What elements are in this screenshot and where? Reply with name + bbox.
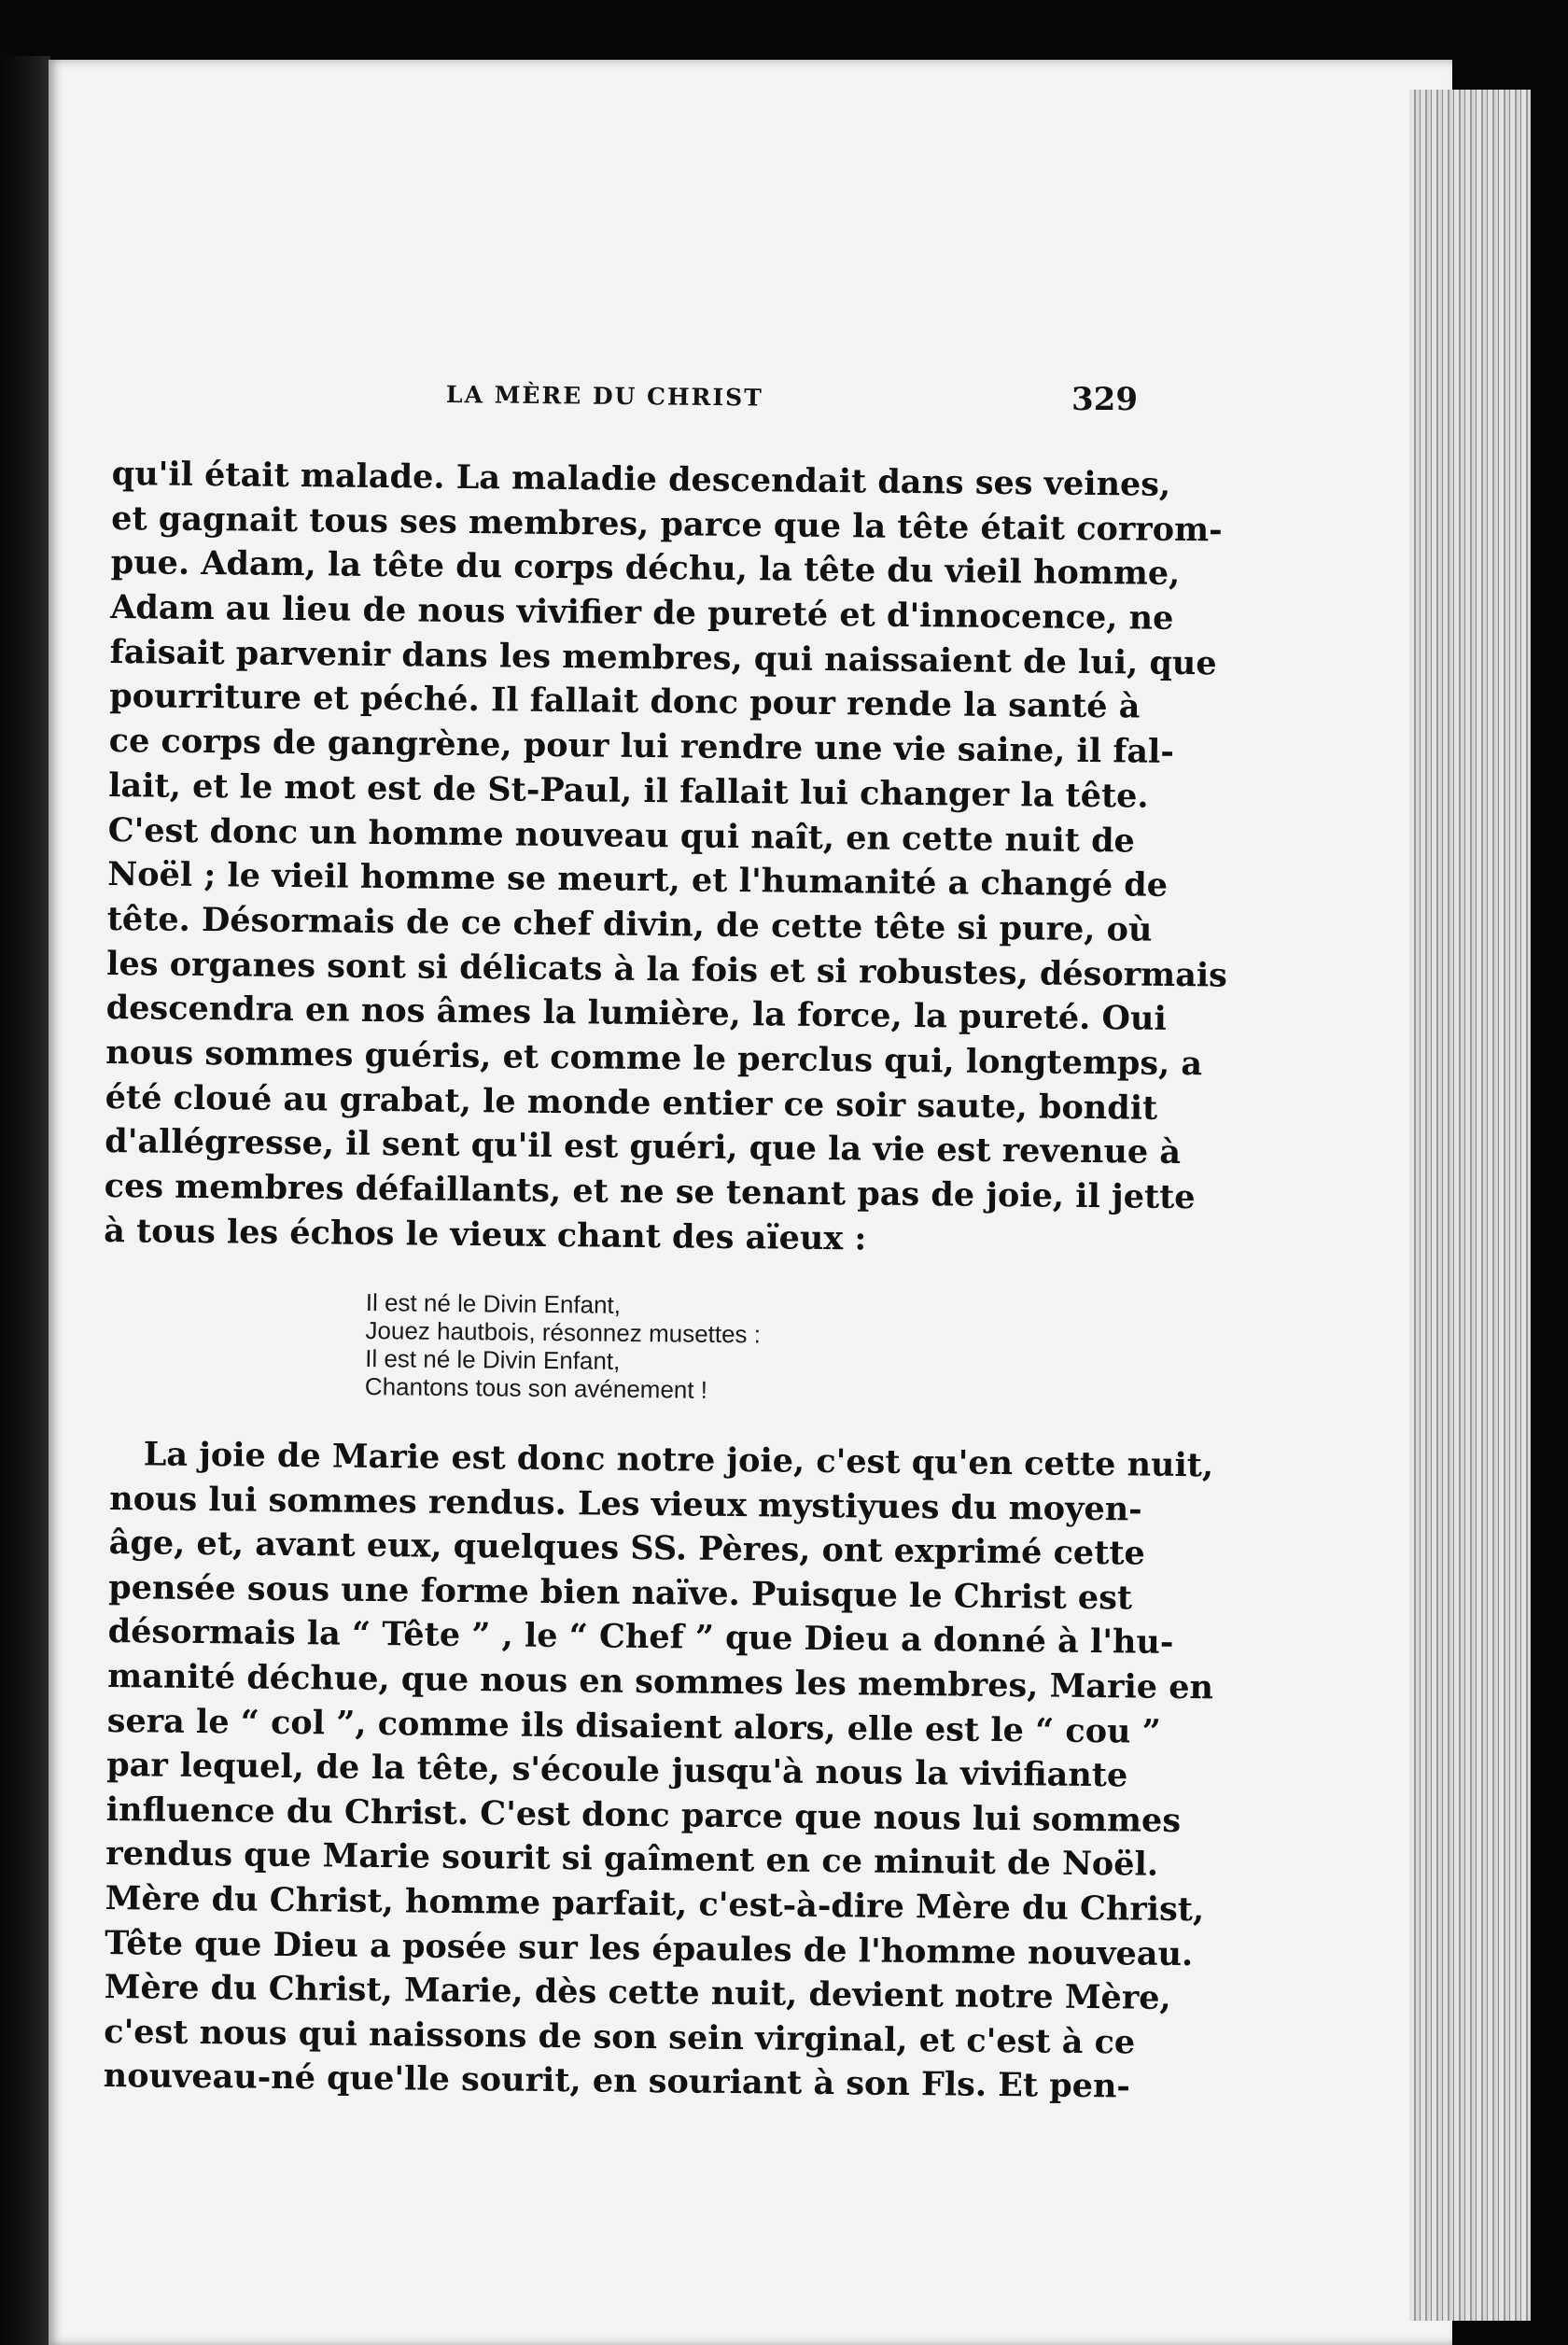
text-line: nous lui sommes rendus. Les vieux mystiyues du moyen- (109, 1479, 1142, 1529)
verse-line: Il est né le Divin Enfant, (365, 1343, 621, 1375)
text-line: désormais la “ Tête ” , le “ Chef ” que Dieu a donné à l'hu- (107, 1612, 1174, 1663)
text-line: à tous les échos le vieux chant des aïeux : (104, 1211, 867, 1258)
text-line: ce corps de gangrène, pour lui rendre une vie saine, il fal- (108, 722, 1175, 772)
page-number: 329 (1071, 381, 1138, 418)
book-spine-shadow (0, 56, 50, 2345)
text-line: d'allégresse, il sent qu'il est guéri, que la vie est revenue à (105, 1122, 1182, 1172)
text-line: qu'il était malade. La maladie descendait dans ses veines, (111, 454, 1171, 504)
text-line: nous sommes guéris, et comme le perclus qui, longtemps, a (105, 1032, 1203, 1084)
text-line: c'est nous qui naissons de son sein virginal, et c'est à ce (104, 2012, 1136, 2062)
text-line: La joie de Marie est donc notre joie, c'est qu'en cette nuit, (143, 1435, 1214, 1485)
text-line: influence du Christ. C'est donc parce que nous lui sommes (105, 1790, 1182, 1840)
text-line: C'est donc un homme nouveau qui naît, en cette nuit de (107, 810, 1136, 860)
text-line: par lequel, de la tête, s'écoule jusqu'à nous la vivifiante (106, 1746, 1128, 1795)
text-line: pensée sous une forme bien naïve. Puisque le Christ est (108, 1567, 1133, 1618)
running-head: LA MÈRE DU CHRIST (445, 381, 763, 412)
text-line: sera le “ col ”, comme ils disaient alors, elle est le “ cou ” (106, 1701, 1162, 1751)
text-line: manité déchue, que nous en sommes les membres, Marie en (107, 1656, 1214, 1707)
page-edges (1409, 90, 1549, 2321)
verse-line: Chantons tous son avénement ! (364, 1371, 708, 1404)
carol-verse (365, 1288, 762, 1404)
verse-line: Jouez hautbois, résonnez musettes : (365, 1315, 762, 1349)
text-line: lait, et le mot est de St-Paul, il fallait lui changer la tête. (108, 765, 1149, 816)
text-line: ces membres défaillants, et ne se tenant pas de joie, il jette (104, 1166, 1196, 1217)
text-line: Tête que Dieu a posée sur les épaules de l'homme nouveau. (105, 1923, 1194, 1973)
text-line: nouveau-né que'lle sourit, en souriant à son Fls. Et pen- (103, 2057, 1131, 2106)
verse-line: Il est né le Divin Enfant, (365, 1288, 622, 1319)
text-line: faisait parvenir dans les membres, qui naissaient de lui, que (109, 632, 1217, 683)
text-line: descendra en nos âmes la lumière, la force, la pureté. Oui (105, 989, 1167, 1039)
text-line: été cloué au grabat, le monde entier ce soir saute, bondit (105, 1077, 1158, 1128)
paragraph-1 (104, 452, 1228, 1264)
text-line: Adam au lieu de nous vivifier de pureté et d'innocence, ne (110, 588, 1174, 638)
paragraph-2 (103, 1432, 1214, 2109)
text-line: pourriture et péché. Il fallait donc pour rende la santé à (109, 677, 1141, 726)
text-line: âge, et, avant eux, quelques SS. Pères, ont exprimé cette (108, 1524, 1146, 1573)
text-line: Noël ; le vieil homme se meurt, et l'humanité a changé de (107, 855, 1169, 906)
text-line: les organes sont si délicats à la fois et si robustes, désormais (106, 944, 1228, 995)
text-line: tête. Désormais de ce chef divin, de cette tête si pure, où (106, 899, 1153, 949)
page-edge-shadow (1531, 90, 1568, 2321)
text-line: et gagnait tous ses membres, parce que la tête était corrom- (111, 498, 1223, 550)
text-line: rendus que Marie sourit si gaîment en ce minuit de Noël. (105, 1834, 1159, 1885)
text-line: Mère du Christ, Marie, dès cette nuit, devient notre Mère, (104, 1968, 1171, 2018)
text-line: pue. Adam, la tête du corps déchu, la tête du vieil homme, (110, 543, 1181, 594)
text-line: Mère du Christ, homme parfait, c'est-à-dire Mère du Christ, (105, 1878, 1205, 1930)
